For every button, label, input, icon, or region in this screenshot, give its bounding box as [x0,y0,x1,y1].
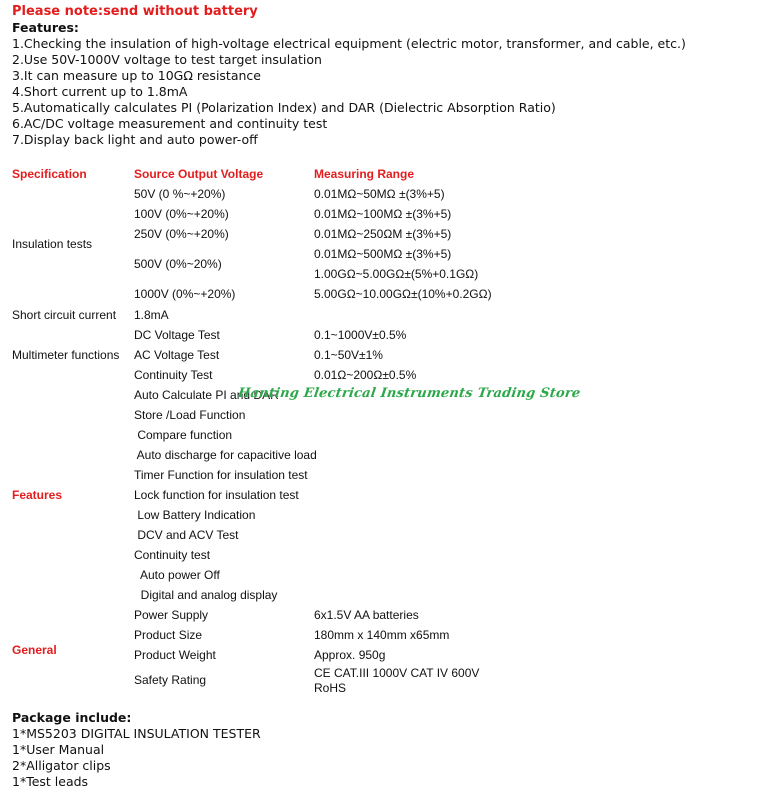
table-cell: 100V (0%~+20%) [134,207,229,221]
features-heading: Features: [12,20,79,35]
table-cell: DC Voltage Test [134,328,220,342]
package-item: 1*User Manual [12,742,105,757]
package-section [12,710,261,790]
feature-item: Digital and analog display [134,588,278,602]
table-cell: Product Weight [134,648,216,662]
table-cell: 0.1~50V±1% [314,348,383,362]
battery-note: Please note:send without battery [12,4,258,19]
table-cell: 1.8mA [134,308,169,322]
feature-line: 2.Use 50V-1000V voltage to test target insulation [12,52,322,67]
feature-line: 4.Short current up to 1.8mA [12,84,188,99]
feature-line: 6.AC/DC voltage measurement and continuity test [12,116,328,131]
table-cell: 6x1.5V AA batteries [314,608,419,622]
feature-item: Lock function for insulation test [134,488,299,502]
table-cell: Approx. 950g [314,648,386,662]
feature-line: 7.Display back light and auto power-off [12,132,258,147]
feature-item: Auto discharge for capacitive load [134,448,317,462]
feature-line: 5.Automatically calculates PI (Polarization Index) and DAR (Dielectric Absorption Ratio) [12,100,556,115]
multimeter-label: Multimeter functions [12,348,120,362]
header-measuring-range: Measuring Range [314,167,415,181]
package-item: 2*Alligator clips [12,758,111,773]
feature-item: Auto Calculate PI and DAR [134,388,279,402]
feature-item: Continuity test [134,548,211,562]
table-cell: CE CAT.III 1000V CAT IV 600V [314,666,480,680]
feature-item: Low Battery Indication [134,508,256,522]
feature-item: Timer Function for insulation test [134,468,308,482]
store-watermark: Hanting Electrical Instruments Trading Store [236,386,582,401]
feature-item: DCV and ACV Test [134,528,239,542]
feature-line: 1.Checking the insulation of high-voltage electrical equipment (electric motor, transformer, and cable, etc.) [12,36,686,51]
table-cell: AC Voltage Test [134,348,220,362]
feature-item: Compare function [134,428,233,442]
package-item: 1*MS5203 DIGITAL INSULATION TESTER [12,726,261,741]
package-heading: Package include: [12,710,132,725]
table-cell: 1000V (0%~+20%) [134,287,236,301]
table-cell: 500V (0%~20%) [134,257,222,271]
feature-item: Store /Load Function [134,408,246,422]
table-cell: Continuity Test [134,368,213,382]
general-label: General [12,643,57,657]
header-source-voltage: Source Output Voltage [134,167,264,181]
table-cell: 1.00GΩ~5.00GΩ±(5%+0.1GΩ) [314,267,479,281]
table-cell: 0.01MΩ~250ΩM ±(3%+5) [314,227,452,241]
table-cell: 0.1~1000V±0.5% [314,328,407,342]
table-cell: 250V (0%~+20%) [134,227,229,241]
table-cell: Power Supply [134,608,209,622]
table-cell: 0.01MΩ~500MΩ ±(3%+5) [314,247,452,261]
features-label: Features [12,488,63,502]
table-cell: 0.01MΩ~100MΩ ±(3%+5) [314,207,452,221]
table-cell: 5.00GΩ~10.00GΩ±(10%+0.2GΩ) [314,287,492,301]
feature-line: 3.It can measure up to 10GΩ resistance [12,68,261,83]
feature-item: Auto power Off [134,568,220,582]
insulation-label: Insulation tests [12,237,93,251]
table-cell: 0.01Ω~200Ω±0.5% [314,368,417,382]
package-item: 1*Test leads [12,774,89,789]
table-cell: 180mm x 140mm x65mm [314,628,450,642]
table-cell: RoHS [314,681,347,695]
header-specification: Specification [12,167,87,181]
table-cell: Safety Rating [134,673,207,687]
table-cell: 0.01MΩ~50MΩ ±(3%+5) [314,187,445,201]
short-circuit-label: Short circuit current [12,308,117,322]
table-cell: 50V (0 %~+20%) [134,187,226,201]
table-cell: Product Size [134,628,203,642]
